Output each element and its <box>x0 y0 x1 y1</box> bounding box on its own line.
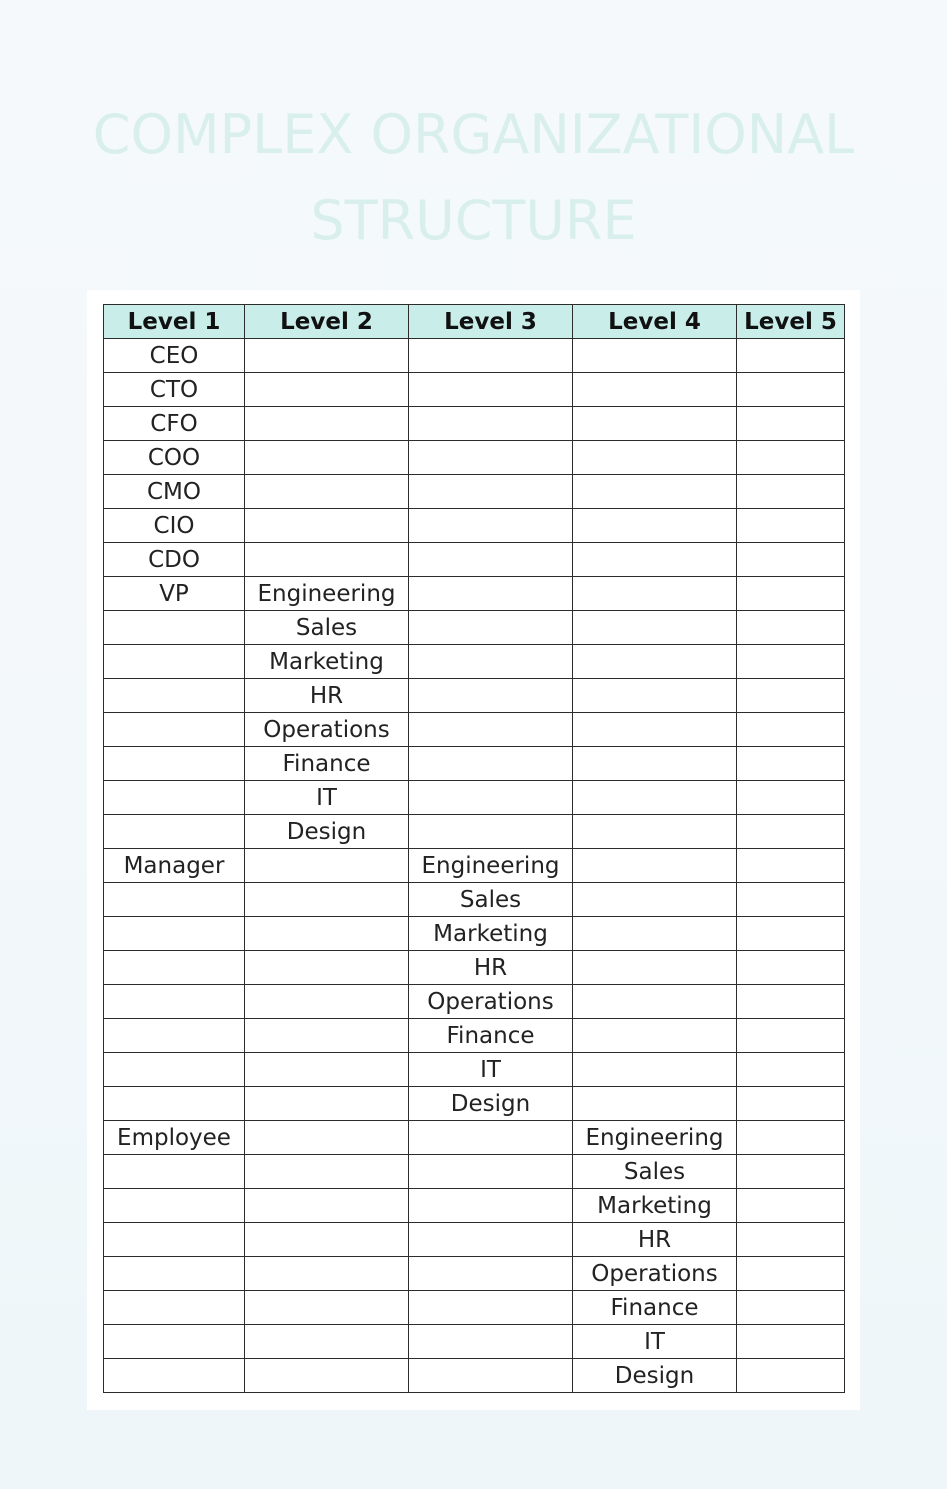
column-header-level-1: Level 1 <box>104 305 245 339</box>
table-cell-level-5 <box>737 917 845 951</box>
table-row <box>104 849 845 883</box>
table-row <box>104 747 845 781</box>
table-cell-level-4 <box>573 1019 737 1053</box>
table-cell-level-1: Employee <box>104 1121 245 1155</box>
table-row <box>104 1053 845 1087</box>
table-cell-level-1 <box>104 951 245 985</box>
table-cell-level-3 <box>409 1325 573 1359</box>
table-cell-level-5 <box>737 543 845 577</box>
table-cell-level-1 <box>104 1053 245 1087</box>
table-cell-level-4 <box>573 951 737 985</box>
table-cell-level-3 <box>409 509 573 543</box>
table-cell-level-3 <box>409 1291 573 1325</box>
table-row <box>104 339 845 373</box>
table-row <box>104 1121 845 1155</box>
table-cell-level-4: Finance <box>573 1291 737 1325</box>
table-cell-level-2 <box>245 1053 409 1087</box>
table-row <box>104 475 845 509</box>
table-row <box>104 509 845 543</box>
table-cell-level-4 <box>573 883 737 917</box>
table-cell-level-2 <box>245 441 409 475</box>
column-header-level-5: Level 5 <box>737 305 845 339</box>
table-cell-level-5 <box>737 611 845 645</box>
table-cell-level-1: CEO <box>104 339 245 373</box>
table-cell-level-2 <box>245 1019 409 1053</box>
table-cell-level-4 <box>573 781 737 815</box>
table-cell-level-2: Engineering <box>245 577 409 611</box>
table-cell-level-2 <box>245 1223 409 1257</box>
table-cell-level-2 <box>245 475 409 509</box>
table-cell-level-4 <box>573 339 737 373</box>
table-cell-level-1 <box>104 917 245 951</box>
table-cell-level-5 <box>737 441 845 475</box>
table-row <box>104 1155 845 1189</box>
table-cell-level-5 <box>737 1223 845 1257</box>
table-row <box>104 883 845 917</box>
table-row <box>104 917 845 951</box>
table-cell-level-1 <box>104 1155 245 1189</box>
table-cell-level-5 <box>737 849 845 883</box>
table-cell-level-1 <box>104 781 245 815</box>
table-cell-level-4: Operations <box>573 1257 737 1291</box>
table-cell-level-3: IT <box>409 1053 573 1087</box>
table-cell-level-5 <box>737 1121 845 1155</box>
table-cell-level-5 <box>737 713 845 747</box>
table-row <box>104 985 845 1019</box>
table-cell-level-4 <box>573 611 737 645</box>
table-cell-level-3 <box>409 1359 573 1393</box>
org-structure-table <box>103 304 845 1393</box>
table-cell-level-3 <box>409 1257 573 1291</box>
table-cell-level-4: Sales <box>573 1155 737 1189</box>
table-cell-level-2: Sales <box>245 611 409 645</box>
table-row <box>104 373 845 407</box>
table-cell-level-2 <box>245 1325 409 1359</box>
table-cell-level-5 <box>737 475 845 509</box>
table-cell-level-2 <box>245 951 409 985</box>
table-cell-level-2 <box>245 543 409 577</box>
table-cell-level-5 <box>737 1053 845 1087</box>
table-row <box>104 1257 845 1291</box>
table-cell-level-1 <box>104 611 245 645</box>
table-cell-level-5 <box>737 679 845 713</box>
table-cell-level-4 <box>573 679 737 713</box>
table-cell-level-4 <box>573 985 737 1019</box>
table-cell-level-5 <box>737 1257 845 1291</box>
table-cell-level-1 <box>104 1257 245 1291</box>
table-cell-level-2 <box>245 407 409 441</box>
table-cell-level-1 <box>104 1087 245 1121</box>
table-cell-level-3: Operations <box>409 985 573 1019</box>
table-cell-level-5 <box>737 577 845 611</box>
table-cell-level-4 <box>573 815 737 849</box>
table-cell-level-2: Design <box>245 815 409 849</box>
table-cell-level-2 <box>245 1155 409 1189</box>
table-cell-level-3: Sales <box>409 883 573 917</box>
table-cell-level-1: CIO <box>104 509 245 543</box>
table-cell-level-5 <box>737 1325 845 1359</box>
table-row <box>104 645 845 679</box>
table-cell-level-2 <box>245 849 409 883</box>
table-cell-level-5 <box>737 781 845 815</box>
table-cell-level-3 <box>409 1155 573 1189</box>
column-header-level-2: Level 2 <box>245 305 409 339</box>
table-cell-level-2 <box>245 1291 409 1325</box>
table-row <box>104 1325 845 1359</box>
table-cell-level-5 <box>737 985 845 1019</box>
table-cell-level-3 <box>409 441 573 475</box>
table-cell-level-5 <box>737 883 845 917</box>
table-header-row <box>104 305 845 339</box>
table-cell-level-1 <box>104 1291 245 1325</box>
table-cell-level-5 <box>737 373 845 407</box>
table-cell-level-3 <box>409 815 573 849</box>
table-cell-level-5 <box>737 1155 845 1189</box>
table-cell-level-2 <box>245 509 409 543</box>
table-cell-level-2 <box>245 1087 409 1121</box>
table-cell-level-5 <box>737 407 845 441</box>
table-cell-level-4 <box>573 713 737 747</box>
table-cell-level-4 <box>573 441 737 475</box>
table-cell-level-3: HR <box>409 951 573 985</box>
table-cell-level-4 <box>573 917 737 951</box>
table-cell-level-4: Engineering <box>573 1121 737 1155</box>
table-cell-level-4 <box>573 849 737 883</box>
table-cell-level-1 <box>104 645 245 679</box>
table-cell-level-1 <box>104 1019 245 1053</box>
table-cell-level-3 <box>409 543 573 577</box>
table-cell-level-1 <box>104 747 245 781</box>
table-cell-level-1: Manager <box>104 849 245 883</box>
document-title <box>0 92 947 264</box>
table-cell-level-3 <box>409 1223 573 1257</box>
table-cell-level-3 <box>409 611 573 645</box>
table-row <box>104 951 845 985</box>
table-row <box>104 1189 845 1223</box>
table-cell-level-5 <box>737 339 845 373</box>
table-cell-level-3 <box>409 713 573 747</box>
table-cell-level-5 <box>737 1189 845 1223</box>
table-cell-level-3 <box>409 475 573 509</box>
table-cell-level-5 <box>737 509 845 543</box>
table-row <box>104 1019 845 1053</box>
table-cell-level-1 <box>104 1359 245 1393</box>
table-cell-level-2 <box>245 1121 409 1155</box>
table-cell-level-2 <box>245 985 409 1019</box>
table-cell-level-1 <box>104 883 245 917</box>
column-header-level-3: Level 3 <box>409 305 573 339</box>
table-cell-level-2: HR <box>245 679 409 713</box>
column-header-level-4: Level 4 <box>573 305 737 339</box>
table-cell-level-2 <box>245 917 409 951</box>
table-cell-level-2: Finance <box>245 747 409 781</box>
table-cell-level-1: CMO <box>104 475 245 509</box>
table-cell-level-1: CTO <box>104 373 245 407</box>
table-row <box>104 1291 845 1325</box>
table-row <box>104 543 845 577</box>
table-row <box>104 713 845 747</box>
table-cell-level-5 <box>737 951 845 985</box>
table-row <box>104 679 845 713</box>
table-cell-level-2 <box>245 1257 409 1291</box>
table-cell-level-1: COO <box>104 441 245 475</box>
table-cell-level-5 <box>737 815 845 849</box>
table-cell-level-3 <box>409 1189 573 1223</box>
table-cell-level-4: IT <box>573 1325 737 1359</box>
table-cell-level-4 <box>573 577 737 611</box>
table-cell-level-2 <box>245 339 409 373</box>
table-cell-level-1 <box>104 713 245 747</box>
table-cell-level-1: CFO <box>104 407 245 441</box>
table-cell-level-4 <box>573 543 737 577</box>
table-cell-level-2: Marketing <box>245 645 409 679</box>
table-cell-level-2 <box>245 883 409 917</box>
table-cell-level-5 <box>737 1359 845 1393</box>
table-row <box>104 611 845 645</box>
table-cell-level-3 <box>409 373 573 407</box>
table-body <box>104 339 845 1393</box>
table-cell-level-5 <box>737 1087 845 1121</box>
table-row <box>104 815 845 849</box>
table-cell-level-4 <box>573 509 737 543</box>
table-cell-level-3: Marketing <box>409 917 573 951</box>
table-cell-level-5 <box>737 1291 845 1325</box>
table-cell-level-1 <box>104 1223 245 1257</box>
table-cell-level-4 <box>573 1087 737 1121</box>
table-cell-level-4: Marketing <box>573 1189 737 1223</box>
table-cell-level-1: VP <box>104 577 245 611</box>
table-cell-level-3 <box>409 747 573 781</box>
table-cell-level-1 <box>104 985 245 1019</box>
table-cell-level-3: Engineering <box>409 849 573 883</box>
table-cell-level-2 <box>245 373 409 407</box>
title-line-2: STRUCTURE <box>310 189 637 252</box>
table-row <box>104 781 845 815</box>
table-row <box>104 1359 845 1393</box>
table-cell-level-4: HR <box>573 1223 737 1257</box>
table-cell-level-3 <box>409 407 573 441</box>
table-cell-level-5 <box>737 645 845 679</box>
table-row <box>104 1223 845 1257</box>
table-cell-level-2 <box>245 1189 409 1223</box>
table-cell-level-2: IT <box>245 781 409 815</box>
table-cell-level-3 <box>409 339 573 373</box>
table-cell-level-3 <box>409 577 573 611</box>
table-row <box>104 1087 845 1121</box>
table-cell-level-5 <box>737 1019 845 1053</box>
table-cell-level-3: Design <box>409 1087 573 1121</box>
table-cell-level-3 <box>409 679 573 713</box>
table-cell-level-4 <box>573 407 737 441</box>
table-cell-level-4 <box>573 373 737 407</box>
table-cell-level-4 <box>573 645 737 679</box>
table-cell-level-1: CDO <box>104 543 245 577</box>
table-cell-level-3 <box>409 781 573 815</box>
table-cell-level-1 <box>104 679 245 713</box>
table-cell-level-3 <box>409 1121 573 1155</box>
table-cell-level-2: Operations <box>245 713 409 747</box>
table-cell-level-4 <box>573 475 737 509</box>
table-cell-level-1 <box>104 815 245 849</box>
table-cell-level-5 <box>737 747 845 781</box>
table-cell-level-3: Finance <box>409 1019 573 1053</box>
table-cell-level-1 <box>104 1325 245 1359</box>
table-cell-level-4 <box>573 747 737 781</box>
table-row <box>104 441 845 475</box>
title-line-1: COMPLEX ORGANIZATIONAL <box>92 103 855 166</box>
table-cell-level-2 <box>245 1359 409 1393</box>
table-row <box>104 407 845 441</box>
table-row <box>104 577 845 611</box>
table-cell-level-4: Design <box>573 1359 737 1393</box>
table-cell-level-4 <box>573 1053 737 1087</box>
table-cell-level-1 <box>104 1189 245 1223</box>
table-cell-level-3 <box>409 645 573 679</box>
